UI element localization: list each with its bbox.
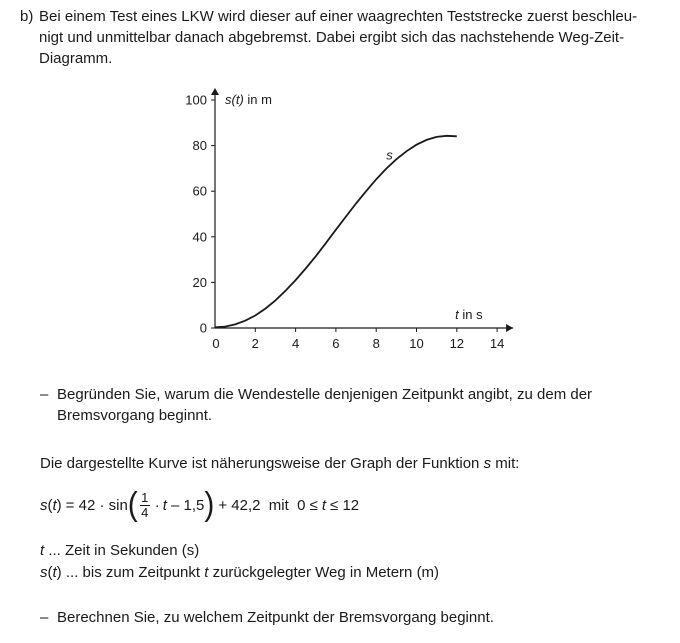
y-tick-label: 40: [192, 229, 207, 245]
y-axis-label: s(t) in m: [225, 92, 272, 107]
y-tick-label: 100: [185, 92, 207, 108]
x-tick-label: 0: [212, 336, 220, 351]
task-1-dash: –: [40, 386, 49, 403]
x-tick-label: 2: [251, 336, 259, 351]
y-axis-arrow: [211, 88, 219, 95]
x-ticks: [212, 328, 504, 351]
x-tick-label: 14: [489, 336, 505, 351]
fraction-one-quarter: $\frac{1}{4}$: [141, 489, 149, 520]
function-formula: s ( t ) = 42 · sin ( $\frac{1}{4}$ · t – 1,5 ) + 42,2 mit 0 ≤ t ≤ 12: [40, 486, 360, 523]
function-description: Die dargestellte Kurve ist näherungsweise der Graph der Funktion s mit:: [40, 455, 520, 472]
intro-line-3: Diagramm.: [39, 50, 113, 67]
x-tick-label: 10: [409, 336, 424, 351]
x-axis-label: t in s: [455, 307, 483, 322]
intro-line-1: Bei einem Test eines LKW wird dieser auf einer waagrechten Teststrecke zuerst beschleu-: [39, 8, 638, 25]
y-tick-label: 60: [192, 183, 207, 199]
task-1-line-2: Bremsvorgang beginnt.: [57, 407, 213, 424]
definition-t: t ... Zeit in Sekunden (s): [40, 542, 200, 559]
curve-label: s: [386, 147, 393, 163]
function-name: s: [483, 455, 492, 472]
y-tick-label: 0: [199, 320, 207, 336]
intro-line-2: nigt und unmittelbar danach abgebremst. Dabei ergibt sich das nachstehende Weg-Zeit-: [39, 29, 625, 46]
y-ticks: [185, 93, 215, 336]
x-tick-label: 8: [372, 336, 380, 351]
y-tick-label: 20: [192, 274, 207, 290]
task-1-line-1: Begründen Sie, warum die Wendestelle denjenigen Zeitpunkt angibt, zu dem der: [57, 386, 593, 403]
x-tick-label: 4: [291, 336, 300, 351]
task-2-line-1: Berechnen Sie, zu welchem Zeitpunkt der Bremsvorgang beginnt.: [57, 609, 494, 626]
task-1: [40, 384, 592, 426]
paren-open: (: [127, 486, 138, 523]
distance-time-chart: [175, 85, 535, 360]
task-2: [40, 607, 494, 628]
y-tick-label: 80: [192, 138, 207, 154]
x-axis-arrow: [506, 324, 513, 332]
x-tick-label: 6: [332, 336, 340, 351]
intro-paragraph: [20, 6, 670, 69]
chart-axes: [211, 88, 513, 332]
task-label: b): [20, 8, 34, 25]
paren-close: ): [204, 486, 215, 523]
distance-curve: [215, 136, 457, 327]
x-tick-label: 12: [449, 336, 465, 351]
task-2-dash: –: [40, 609, 49, 626]
definition-s: s(t) ... bis zum Zeitpunkt t zurückgelegter Weg in Metern (m): [40, 564, 440, 581]
